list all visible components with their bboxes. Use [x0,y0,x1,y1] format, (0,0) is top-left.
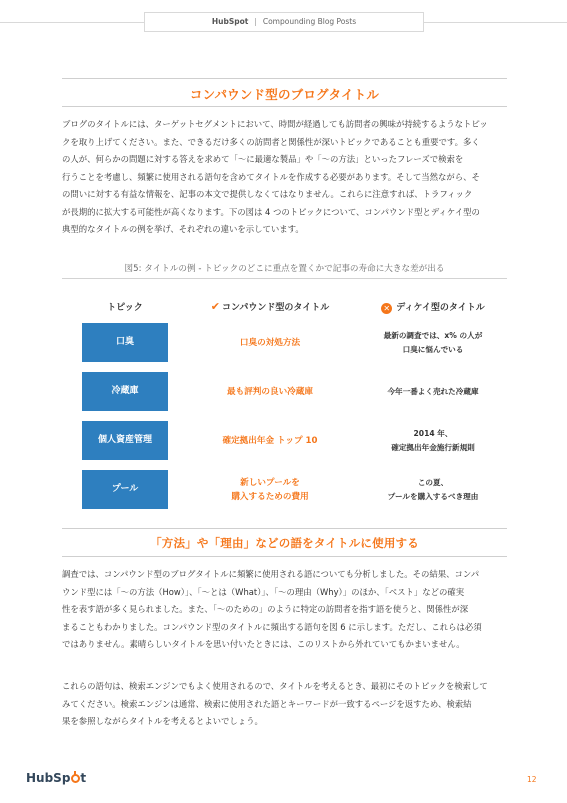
paragraph-line: みてください。検索エンジンは通常、検索に使用された語とキーワードが一致するページを返すため、検索結 [62,698,472,709]
decay-title-line: この夏、 [417,478,449,487]
section1-bottom-rule [62,106,507,107]
paragraph-line: まることもわかりました。コンパウンド型のタイトルに頻出する語句を図 6 に示します。ただし、これらは必須 [62,621,482,632]
header-title: Compounding Blog Posts [262,17,357,26]
paragraph-line: が長期的に拡大する可能性が高くなります。下の図は 4 つのトピックについて、コンパウンド型とディケイ型の [62,206,480,217]
paragraph-line: クを取り上げてください。また、できるだけ多くの訪問者と関係性が深いトピックであることも重要です。多く [62,136,480,147]
compound-title-cell [190,385,350,399]
decay-title-line: 今年一番よく売れた冷蔵庫 [387,387,479,396]
paragraph-line: 果を参照しながらタイトルを考えるとよいでしょう。 [62,716,263,726]
decay-title-line: 2014 年、 [413,429,453,438]
decay-title-line: 最新の調査では、x% の人が [383,331,483,340]
sprocket-icon [71,774,80,783]
section2-paragraph-2 [62,678,507,731]
compound-title-line: 確定拠出年金 トップ 10 [222,436,318,446]
logo-text-prefix: HubSp [26,771,71,785]
header-brand: HubSpot [211,17,249,26]
topic-box-refrigerator: 冷蔵庫 [82,372,168,411]
compound-title-line: 口臭の対処方法 [239,338,301,348]
x-circle-icon: ✕ [381,303,392,314]
section1-title: コンパウンド型のブログタイトル [189,87,380,102]
column-header-compound [180,300,360,313]
logo-text-suffix: t [80,771,87,785]
page-number: 12 [527,775,537,784]
paragraph-line: ではありません。素晴らしいタイトルを思い付いたときには、このリストから外れていてもかまいません。 [62,639,465,649]
topic-box-personal-finance: 個人資産管理 [82,421,168,460]
check-icon: ✔ [210,300,220,313]
paragraph-line: ブログのタイトルには、ターゲットセグメントにおいて、時間が経過しても訪問者の興味が持続するようなトピッ [62,119,488,129]
paragraph-line: ウンド型には「〜の方法（How）」、「〜とは（What）」、「〜の理由（Why）」のほか、「ベスト」などの確実 [62,586,465,597]
paragraph-line: これらの語句は、検索エンジンでもよく使用されるので、タイトルを考えるとき、最初にそのトピックを検索して [62,681,488,691]
column-header-decay [358,300,508,314]
decay-title-cell [358,329,508,357]
section2-paragraph-1 [62,566,507,654]
compound-title-cell [190,336,350,350]
decay-title-line: プールを購入するべき理由 [387,492,479,501]
section2-title: 「方法」や「理由」などの語をタイトルに使用する [150,536,419,550]
figure-rule [62,278,507,279]
paragraph-line: の問いに対する有益な情報を、記事の本文で提供しなくてはなりません。これらに注意すれば、トラフィック [62,189,473,199]
topic-box-pool: プール [82,470,168,509]
decay-title-line: 口臭に悩んでいる [402,345,464,354]
topic-box-bad-breath: 口臭 [82,323,168,362]
column-header-topic: トピック [107,303,143,313]
section2-bottom-rule [62,556,507,557]
decay-title-line: 確定拠出年金施行新規則 [391,443,475,452]
running-header [144,12,424,32]
paragraph-line: 典型的なタイトルの例を挙げ、それぞれの違いを示しています。 [62,224,304,234]
paragraph-line: の人が、何らかの問題に対する答えを求めて「〜に最適な製品」や「〜の方法」といったフレーズで検索を [62,154,464,164]
header-separator: | [254,17,257,26]
paragraph-line: 性を表す語が多く見られました。また、「〜のための」のように特定の訪問者を指す語を使うと、関係性が深 [62,604,469,614]
column-header-compound-label: コンパウンド型のタイトル [222,303,330,313]
section1-paragraph [62,116,507,239]
compound-title-cell [190,434,350,448]
compound-title-line: 新しいプールを [240,478,300,488]
decay-title-cell [358,427,508,455]
hubspot-logo [26,771,86,785]
compound-title-cell [190,476,350,504]
compound-title-line: 最も評判の良い冷蔵庫 [227,387,313,397]
decay-title-cell [358,476,508,504]
paragraph-line: 行うことを考慮し、頻繁に使用される語句を含めてタイトルを作成する必要があります。そして当然ながら、そ [62,171,480,182]
section1-top-rule [62,78,507,79]
column-header-decay-label: ディケイ型のタイトル [396,303,485,313]
decay-title-cell [358,385,508,399]
paragraph-line: 調査では、コンパウンド型のブログタイトルに頻繁に使用される語についても分析しました。その結果、コンパ [62,569,480,579]
figure-caption: 図5: タイトルの例 - トピックのどこに重点を置くかで記事の寿命に大きな差が出る [124,264,445,274]
section2-top-rule [62,528,507,529]
compound-title-line: 購入するための費用 [231,492,309,502]
